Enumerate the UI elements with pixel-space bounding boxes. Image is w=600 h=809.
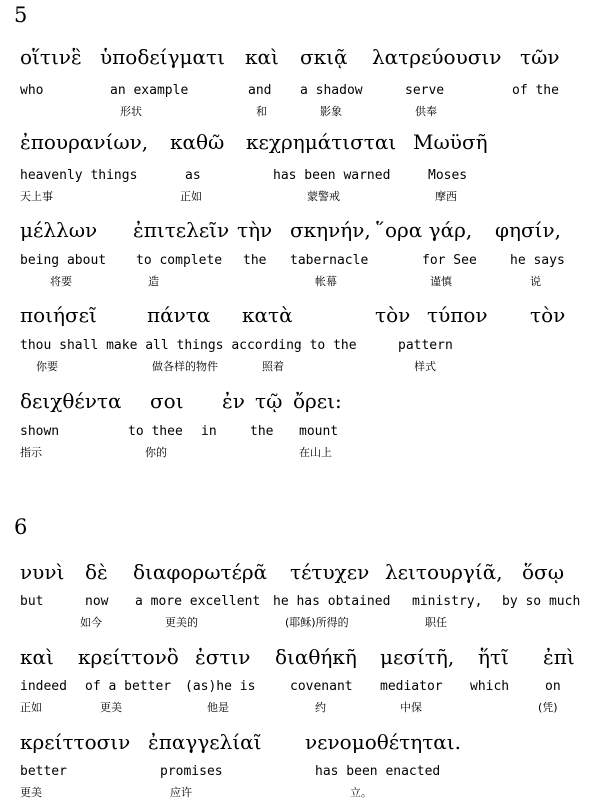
chinese-word: 正如 <box>20 701 42 714</box>
english-word: being about <box>20 253 107 268</box>
chinese-word: 更美 <box>20 786 42 799</box>
greek-word: ἐπουρανίων, <box>20 130 149 154</box>
chinese-line <box>0 358 600 378</box>
greek-word: δὲ <box>85 560 108 584</box>
greek-word: ὄρει: <box>293 389 342 413</box>
greek-word: ῞ορα γάρ, <box>375 218 473 242</box>
greek-word: διαφορωτέρᾶ <box>133 560 268 584</box>
chinese-word: 做各样的物件 <box>152 360 218 373</box>
greek-word: Μωϋσῆ <box>413 130 488 154</box>
greek-word: σοι <box>150 389 184 413</box>
english-word: the <box>250 424 274 439</box>
english-line <box>0 168 600 188</box>
english-word: better <box>20 764 67 779</box>
english-line <box>0 338 600 358</box>
greek-word: τύπον <box>427 303 488 327</box>
english-word: mediator <box>380 679 443 694</box>
greek-word: ἐν <box>222 389 245 413</box>
english-word: of a better <box>85 679 172 694</box>
greek-line <box>0 303 600 327</box>
english-word: thou shall make all things according to the <box>20 338 357 353</box>
chinese-word: 约 <box>315 701 326 714</box>
chinese-line <box>0 273 600 293</box>
chinese-line <box>0 699 600 719</box>
chinese-line <box>0 188 600 208</box>
chinese-word: 职任 <box>425 616 447 629</box>
greek-word: ἥτῖ <box>478 645 509 669</box>
greek-line <box>0 389 600 413</box>
chinese-word: (凭) <box>538 701 558 714</box>
greek-word: ἐπιτελεῖν <box>133 218 230 242</box>
english-line <box>0 424 600 444</box>
greek-word: καθῶ <box>170 130 225 154</box>
chinese-word: 供奉 <box>415 105 437 118</box>
english-word: on <box>545 679 561 694</box>
english-line <box>0 679 600 699</box>
greek-word: δειχθέντα <box>20 389 122 413</box>
english-word: to complete <box>136 253 223 268</box>
english-line <box>0 253 600 273</box>
english-word: to thee <box>128 424 183 439</box>
english-word: ministry, <box>412 594 483 609</box>
chinese-word: 应许 <box>170 786 192 799</box>
english-word: Moses <box>428 168 468 183</box>
chinese-word: 如今 <box>80 616 102 629</box>
greek-word: τὴν <box>237 218 273 242</box>
greek-word: τέτυχεν <box>290 560 370 584</box>
english-line <box>0 83 600 103</box>
english-word: a shadow <box>300 83 363 98</box>
greek-line <box>0 130 600 154</box>
greek-word: ἐπαγγελίαῖ <box>148 730 262 754</box>
greek-word: κεχρημάτισται <box>246 130 397 154</box>
chinese-word: 和 <box>256 105 267 118</box>
chinese-word: 天上事 <box>20 190 53 203</box>
chinese-word: 影象 <box>320 105 342 118</box>
greek-word: τῶν <box>520 45 560 69</box>
chinese-word: 照着 <box>262 360 284 373</box>
english-word: who <box>20 83 44 98</box>
greek-word: πάντα <box>147 303 211 327</box>
greek-line <box>0 560 600 584</box>
english-word: the <box>243 253 267 268</box>
english-word: which <box>470 679 510 694</box>
english-word: heavenly things <box>20 168 138 183</box>
greek-line <box>0 45 600 69</box>
english-word: in <box>201 424 217 439</box>
chinese-line <box>0 614 600 634</box>
chinese-word: 指示 <box>20 446 42 459</box>
chinese-word: 将要 <box>50 275 72 288</box>
greek-word: τὸν <box>375 303 411 327</box>
english-word: shown <box>20 424 60 439</box>
english-word: an example <box>110 83 189 98</box>
chinese-word: 更美 <box>100 701 122 714</box>
greek-word: νενομοθέτηται. <box>305 730 461 754</box>
english-word: pattern <box>398 338 453 353</box>
english-word: covenant <box>290 679 353 694</box>
chinese-word: 中保 <box>400 701 422 714</box>
chinese-word: 形状 <box>120 105 142 118</box>
greek-word: φησίν, <box>495 218 561 242</box>
english-word: for See <box>422 253 477 268</box>
chinese-word: 你的 <box>145 446 167 459</box>
greek-word: οἵτινἓ <box>20 45 82 69</box>
greek-word: κρείττοσιν <box>20 730 131 754</box>
greek-word: ὑποδείγματι <box>100 45 225 69</box>
chinese-word: 说 <box>530 275 541 288</box>
chinese-word: 谨慎 <box>430 275 452 288</box>
chinese-word: 正如 <box>180 190 202 203</box>
greek-word: λατρεύουσιν <box>372 45 502 69</box>
chinese-word: 摩西 <box>435 190 457 203</box>
greek-word: λειτουργίᾶ, <box>385 560 503 584</box>
english-word: serve <box>405 83 445 98</box>
greek-word: καὶ <box>20 645 54 669</box>
chinese-word: (耶稣)所得的 <box>285 616 349 629</box>
chinese-word: 帐幕 <box>315 275 337 288</box>
greek-word: κατὰ <box>242 303 293 327</box>
greek-word: μέλλων <box>20 218 98 242</box>
english-word: has been warned <box>273 168 391 183</box>
verse-number: 6 <box>14 515 28 539</box>
chinese-word: 更美的 <box>165 616 198 629</box>
english-word: of the <box>512 83 559 98</box>
english-line <box>0 594 600 614</box>
english-word: has been enacted <box>315 764 441 779</box>
english-word: mount <box>299 424 339 439</box>
greek-word: κρείττονὃ <box>78 645 179 669</box>
english-word: indeed <box>20 679 67 694</box>
english-word: but <box>20 594 44 609</box>
english-word: now <box>85 594 109 609</box>
greek-word: μεσίτῆ, <box>380 645 455 669</box>
greek-word: ποιήσεῖ <box>20 303 97 327</box>
greek-word: διαθήκῆ <box>275 645 357 669</box>
greek-line <box>0 645 600 669</box>
chinese-word: 样式 <box>414 360 436 373</box>
english-word: (as)he is <box>185 679 256 694</box>
greek-word: σκηνήν, <box>290 218 371 242</box>
english-word: he says <box>510 253 565 268</box>
greek-word: νυνὶ <box>20 560 65 584</box>
english-word: a more excellent <box>135 594 261 609</box>
english-word: as <box>185 168 201 183</box>
greek-line <box>0 218 600 242</box>
chinese-word: 立。 <box>350 786 372 799</box>
chinese-line <box>0 444 600 464</box>
chinese-line <box>0 784 600 804</box>
chinese-word: 你要 <box>36 360 58 373</box>
greek-word: ἐστιν <box>195 645 251 669</box>
chinese-word: 在山上 <box>299 446 332 459</box>
english-word: by so much <box>502 594 581 609</box>
greek-word: τὸν <box>530 303 566 327</box>
chinese-word: 他是 <box>207 701 229 714</box>
greek-line <box>0 730 600 754</box>
chinese-line <box>0 103 600 123</box>
english-word: tabernacle <box>290 253 369 268</box>
verse-number: 5 <box>14 3 28 27</box>
chinese-word: 蒙警戒 <box>307 190 340 203</box>
english-word: promises <box>160 764 223 779</box>
greek-word: ὅσῳ <box>522 560 565 584</box>
english-word: and <box>248 83 272 98</box>
greek-word: ἐπὶ <box>543 645 575 669</box>
english-word: he has obtained <box>273 594 391 609</box>
english-line <box>0 764 600 784</box>
greek-word: σκιᾷ <box>300 45 348 69</box>
greek-word: καὶ <box>245 45 279 69</box>
chinese-word: 造 <box>148 275 159 288</box>
greek-word: τῷ <box>255 389 283 413</box>
